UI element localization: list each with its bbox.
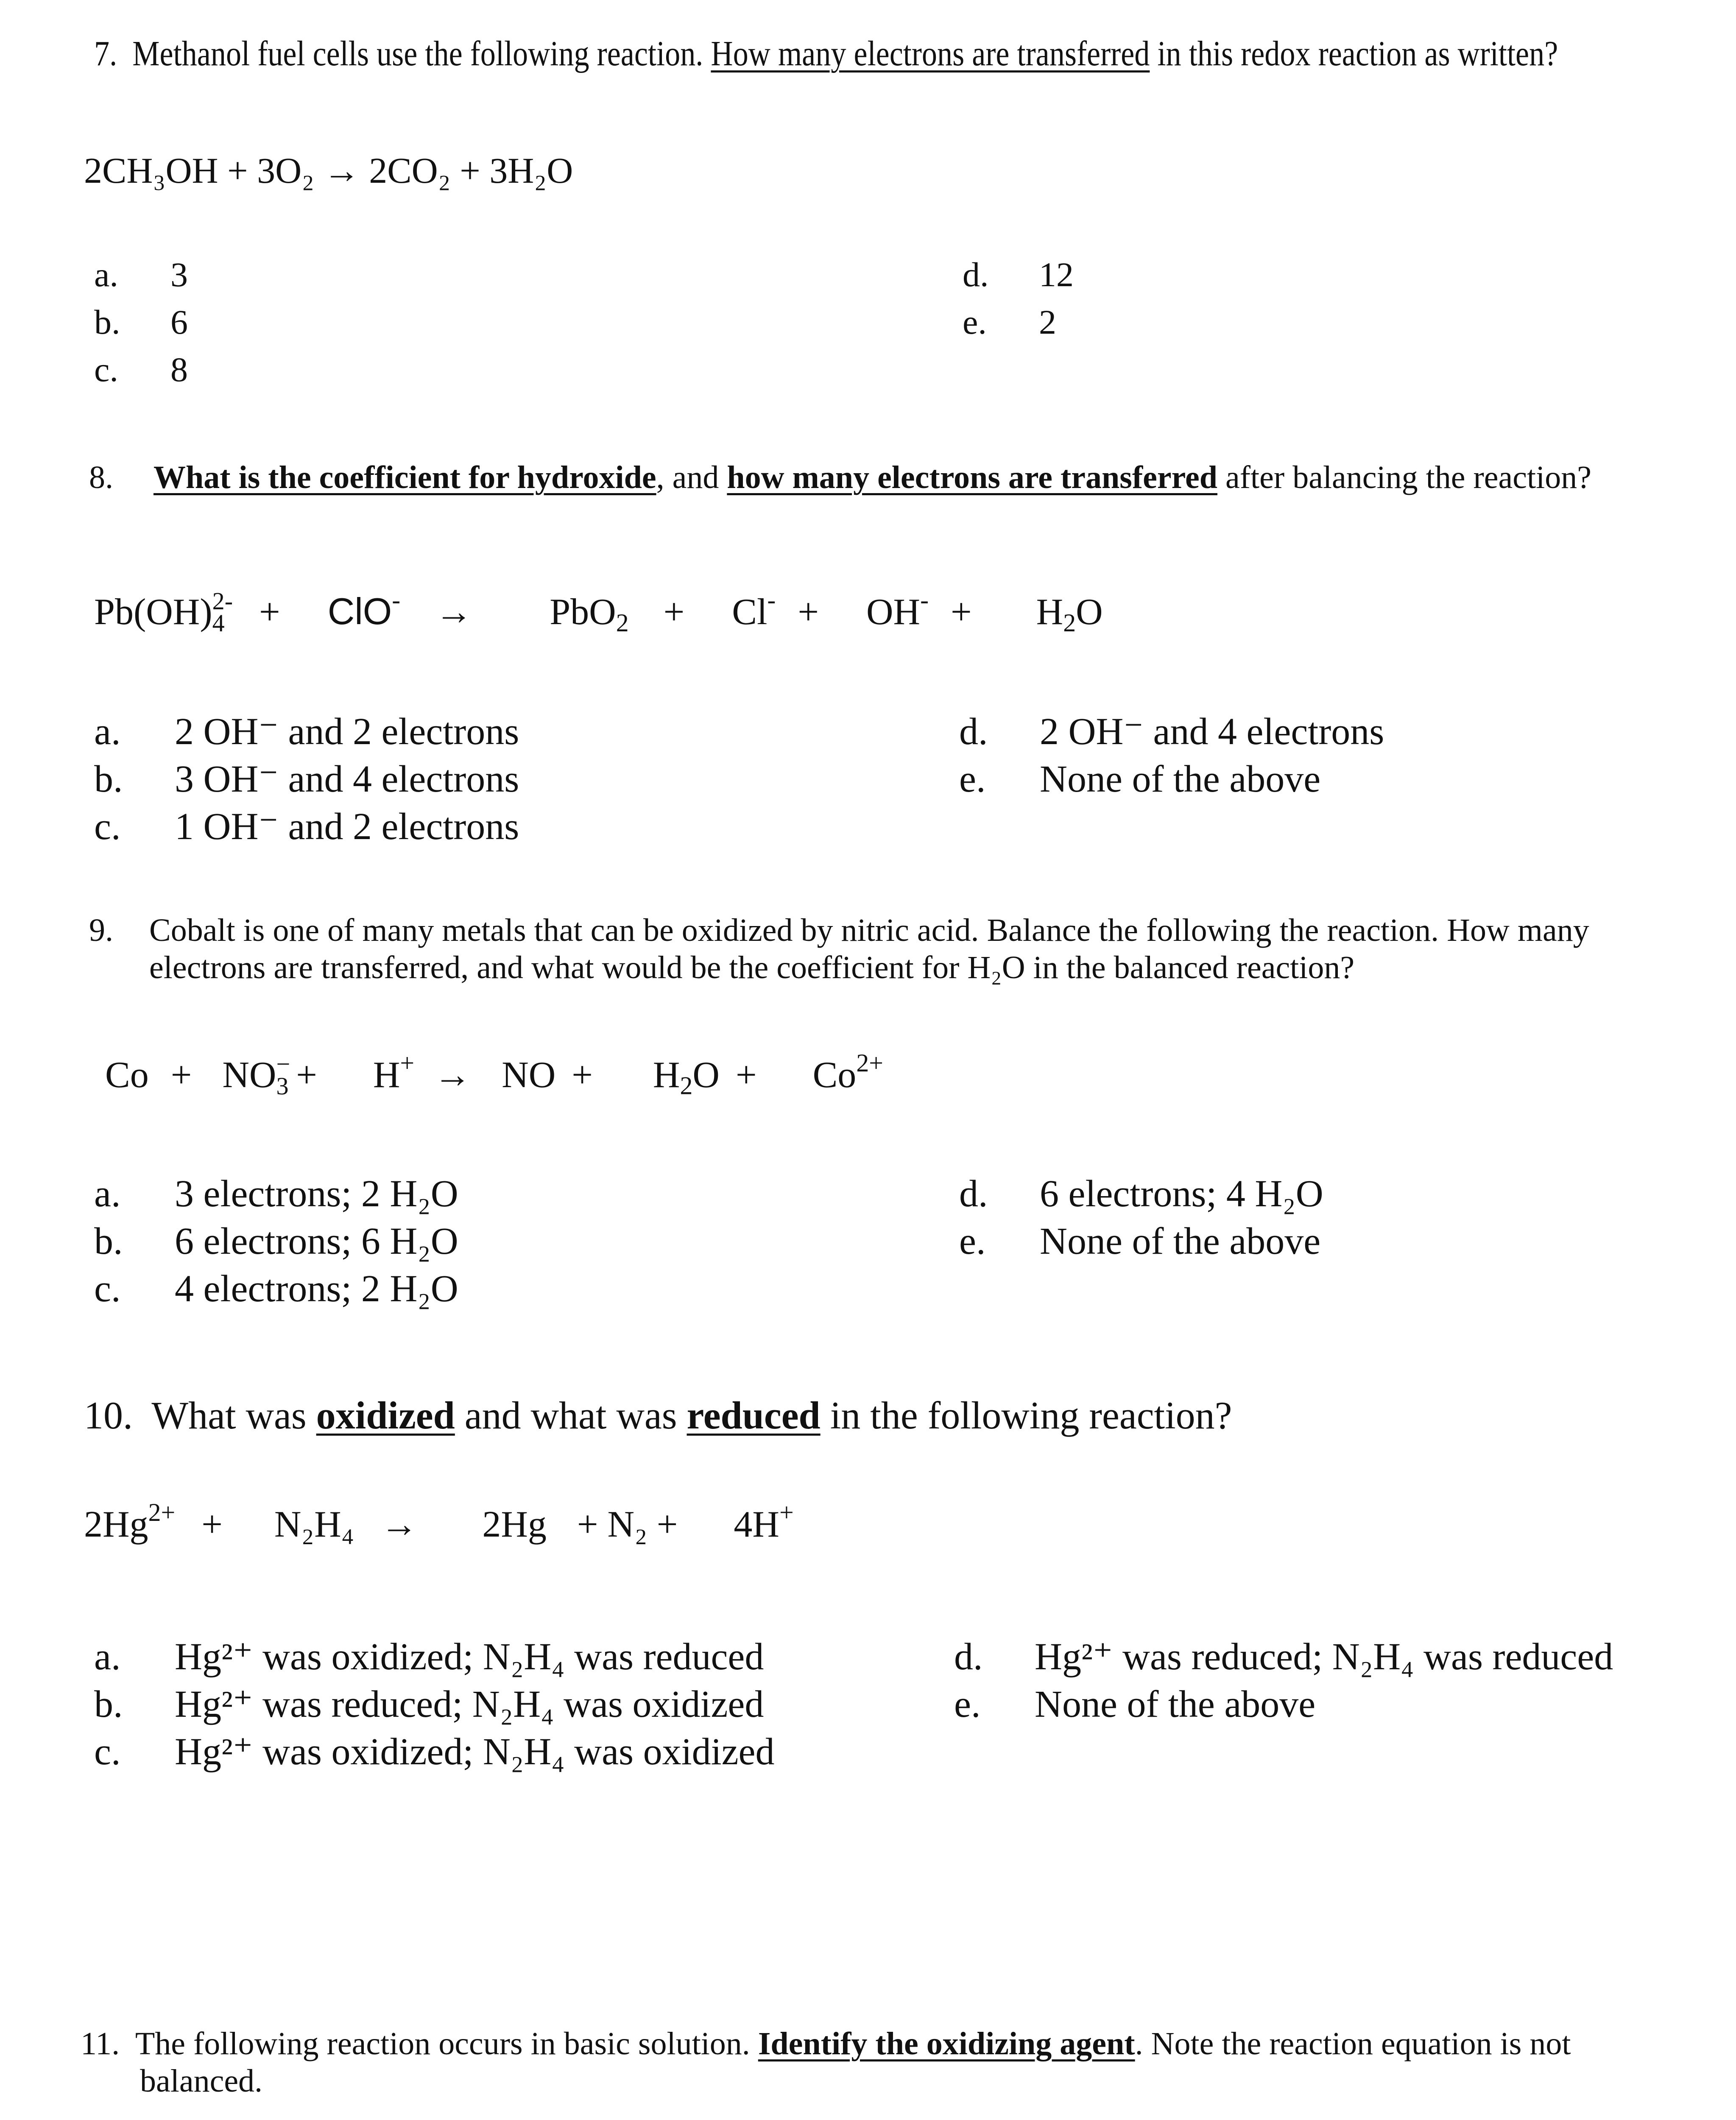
question-7-stem (94, 33, 1558, 74)
question-text: after balancing the reaction? (1225, 460, 1591, 495)
question-emphasis: how many electrons are transferred (727, 460, 1218, 495)
question-emphasis: What is the coefficient for hydroxide (154, 460, 656, 495)
question-9-text-line-2: electrons are transferred, and what would be the coefficient for H₂O in the balanced reaction? (149, 950, 1355, 985)
question-number: 9. (89, 912, 113, 948)
question-number: 11. (81, 2026, 120, 2061)
question-9-equation: Co + NO − 3 + H+ → NO + $H_2O + Co^{2+}$ (105, 1049, 883, 1100)
question-text: in the following reaction? (830, 1394, 1232, 1437)
question-7-equation: 2CH₃OH + 3O₂ → 2CO₂ + 3H₂O (84, 150, 573, 191)
question-text: and what was (464, 1394, 677, 1437)
question-11-text-line-2: balanced. (140, 2063, 263, 2099)
question-number: 7. (94, 34, 117, 73)
question-10-stem (84, 1393, 1232, 1437)
question-text: , and (656, 460, 719, 495)
question-emphasis: reduced (687, 1394, 821, 1437)
question-8-stem (89, 458, 1591, 497)
question-emphasis: Identify the oxidizing agent (758, 2026, 1135, 2061)
question-text: What was (151, 1394, 307, 1437)
question-text: The following reaction occurs in basic solution. (135, 2026, 750, 2061)
question-text: in this redox reaction as written? (1157, 34, 1558, 73)
question-9-stem (89, 911, 113, 950)
question-number: 8. (89, 460, 113, 495)
question-9-text-line-1: Cobalt is one of many metals that can be oxidized by nitric acid. Balance the following the reaction. How many (149, 912, 1589, 948)
question-text: . Note the reaction equation is not (1135, 2026, 1571, 2061)
question-number: 10. (84, 1394, 133, 1437)
question-text: Methanol fuel cells use the following reaction. (132, 34, 703, 73)
question-emphasis: oxidized (316, 1394, 455, 1437)
question-8-equation: Pb(OH) 2- 4 + $ClO^- \to PbO_2 + Cl^- + OH^- + H_2O$ (94, 586, 1103, 637)
question-10-equation: $2Hg^{2+} + N_2H_4 \to 2Hg + N_2 + 4H^+$ (84, 1498, 794, 1545)
question-emphasis: How many electrons are transferred (711, 34, 1150, 73)
question-11-stem (81, 2024, 1571, 2063)
